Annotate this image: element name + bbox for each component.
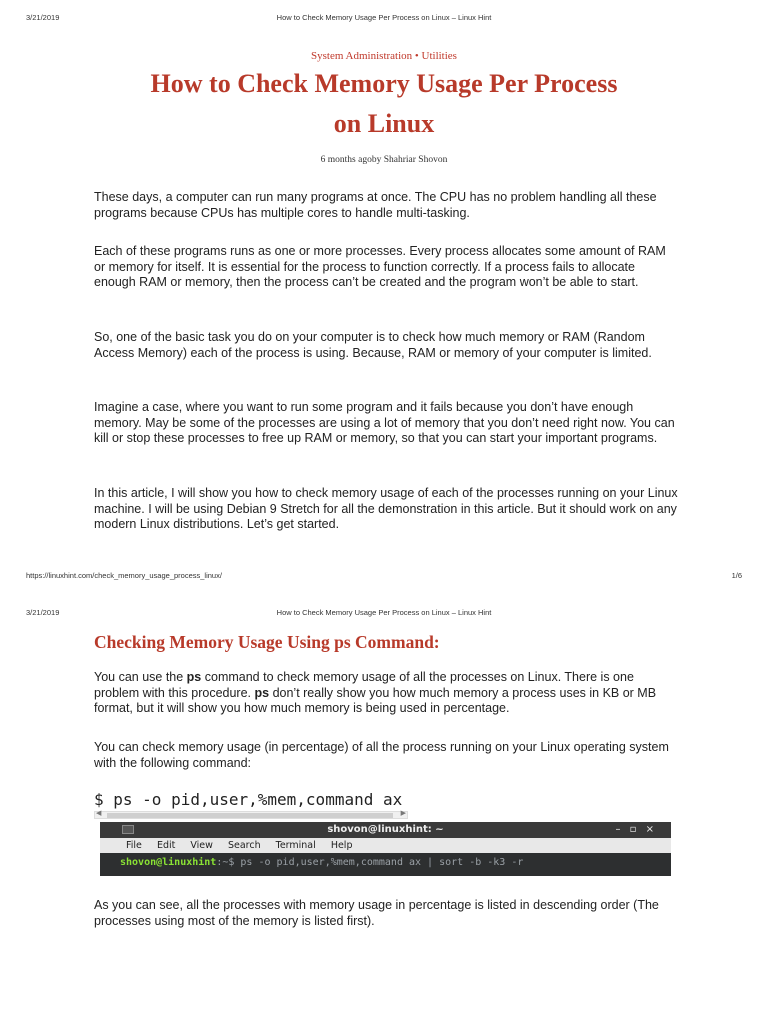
print-url: https://linuxhint.com/check_memory_usage_process_linux/ [26,571,222,580]
menu-help: Help [330,840,353,851]
byline: 6 months agoby Shahriar Shovon [320,155,448,165]
menu-edit: Edit [156,840,176,851]
paragraph: You can check memory usage (in percentage) of all the process running on your Linux operating system with the following command: [94,740,669,770]
paragraph [94,670,679,717]
paragraph: In this article, I will show you how to check memory usage of each of the processes running on your Linux machine. I will be using Debian 9 Stretch for all the demonstration in this article. But it should work on any modern Linux distributions. Let’s get started. [94,486,678,532]
paragraph: So, one of the basic task you do on your computer is to check how much memory or RAM (Random Access Memory) each of the process is using. Because, RAM or memory of your computer is limited. [94,330,652,360]
scroll-left-icon[interactable]: ◀ [96,810,102,817]
menu-search: Search [227,840,261,851]
paragraph: Each of these programs runs as one or more processes. Every process allocates some amount of RAM or memory for itself. It is essential for the process to function correctly. If a process fails to allocate enough RAM or memory, then the process can’t be created and the program won’t be able to start. [94,244,666,290]
terminal-title: shovon@linuxhint: ~ [327,824,444,835]
scroll-right-icon[interactable]: ▶ [400,810,406,817]
menu-file: File [126,840,142,851]
category-links[interactable]: System Administration • Utilities [311,50,457,62]
inline-code-ps: ps [186,670,202,684]
text-run: command to check memory usage of all the processes on Linux. There is one problem with this procedure. [94,670,634,700]
article-title [100,64,668,144]
menu-terminal: Terminal [275,840,316,851]
code-block: $ ps -o pid,user,%mem,command ax [94,790,403,809]
text-run: You can use the [94,670,187,684]
title-line-2: on Linux [333,109,435,138]
print-doc-title: How to Check Memory Usage Per Process on Linux – Linux Hint [276,13,492,22]
inline-code-ps: ps [254,685,270,700]
menu-view: View [190,840,213,851]
text-run: don’t really show you how much memory a process uses in KB or MB format, but it will show you how much memory is being used in percentage. [94,685,657,716]
terminal-menubar [100,838,671,853]
window-controls: – ▫ × [615,824,657,835]
terminal-prompt [100,853,671,870]
section-heading: Checking Memory Usage Using ps Command: [94,632,440,652]
print-doc-title: How to Check Memory Usage Per Process on Linux – Linux Hint [276,608,492,617]
paragraph: Imagine a case, where you want to run some program and it fails because you don’t have enough memory. May be some of the processes are using a lot of memory that you don’t need right now. You can kill or stop these processes to free up RAM or memory, so that you can start your important programs. [94,400,675,446]
terminal-screenshot [100,822,671,876]
scrollbar-thumb[interactable] [107,813,393,818]
code-scrollbar[interactable] [94,811,408,819]
print-page-number: 1/6 [731,571,742,580]
paragraph: These days, a computer can run many programs at once. The CPU has no problem handling all these programs because CPUs has multiple cores to handle multi-tasking. [94,190,657,220]
title-line-1: How to Check Memory Usage Per Process [150,69,618,98]
prompt-user: shovon@linuxhint [120,857,217,868]
terminal-titlebar [100,822,671,838]
print-date: 3/21/2019 [26,13,60,22]
paragraph: As you can see, all the processes with memory usage in percentage is listed in descending order (The processes using most of the memory is listed first). [94,898,659,928]
prompt-command: :~$ ps -o pid,user,%mem,command ax | sort -b -k3 -r [216,857,524,868]
print-date: 3/21/2019 [26,608,60,617]
